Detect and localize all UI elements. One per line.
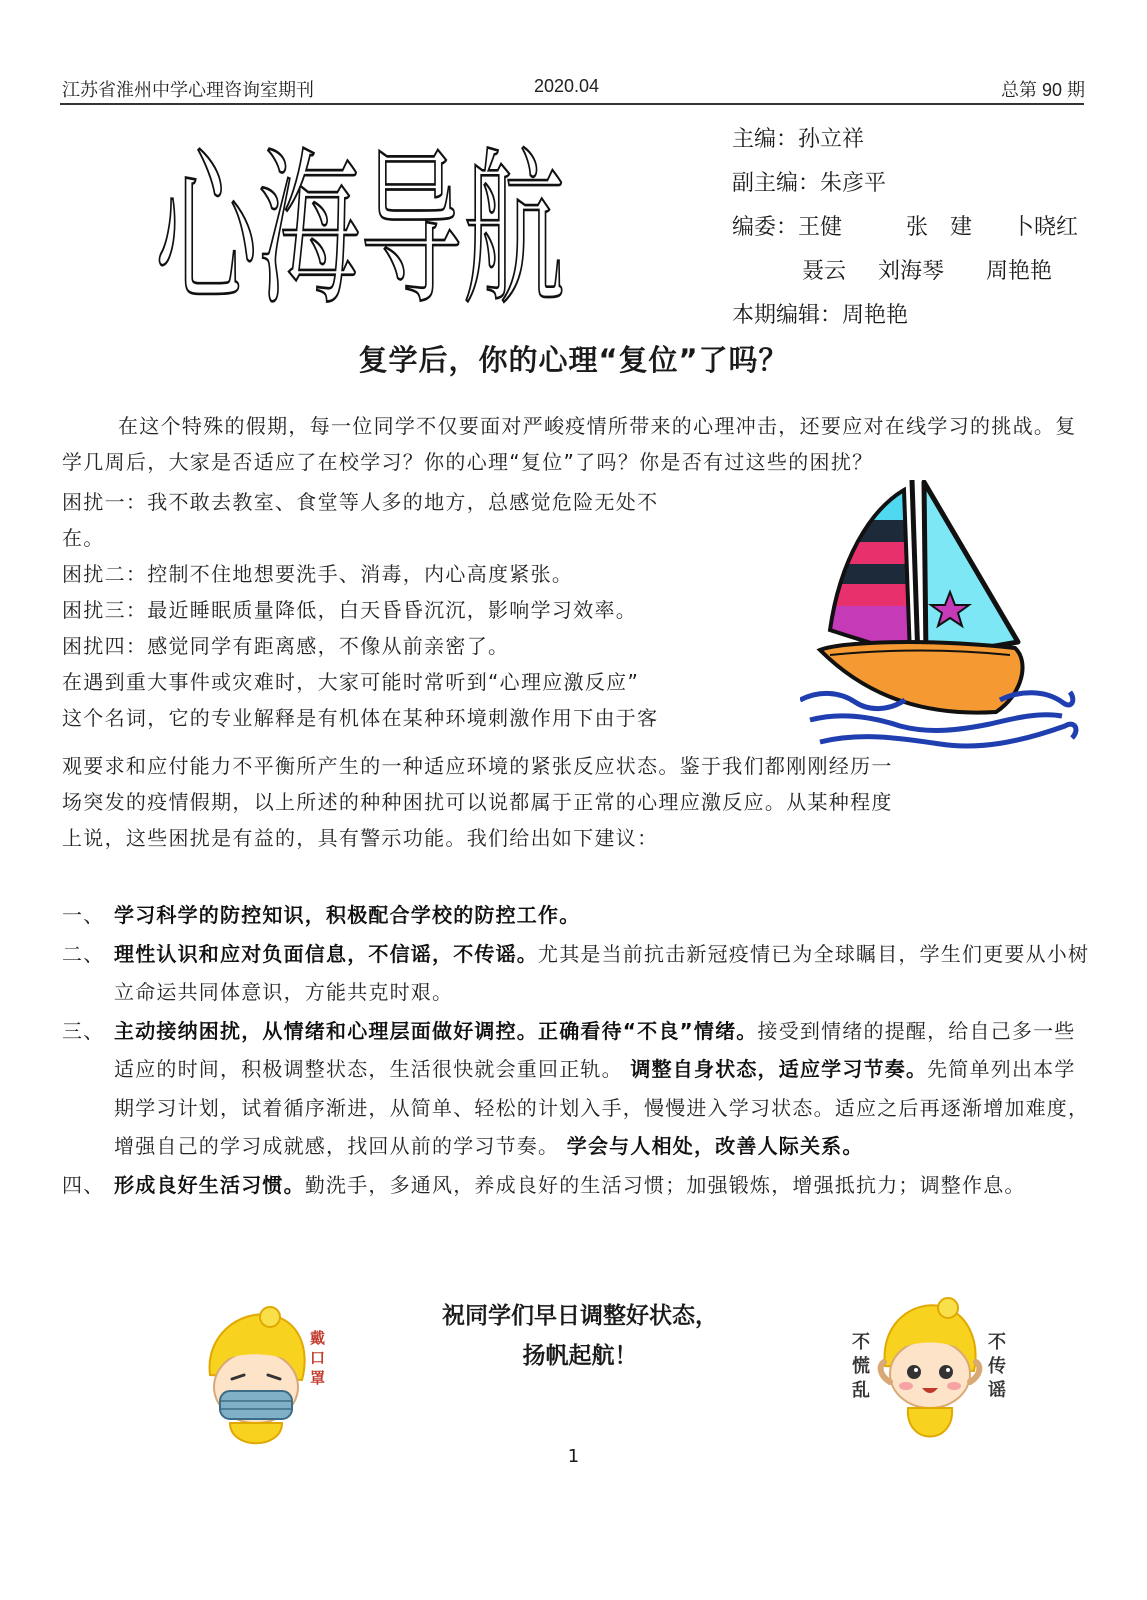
sticker-text: 乱 — [852, 1380, 870, 1401]
deputy-editor-row — [732, 162, 1078, 206]
trouble-line: 困扰三：最近睡眠质量降低，白天昏昏沉沉，影响学习效率。 — [62, 598, 638, 622]
sticker-text: 谣 — [988, 1380, 1006, 1401]
suggestion-text: 先简单列出本学期学习计划，试着循序渐进，从简单、轻松的计划入手，慢慢进入学习状态。适应之后再逐渐增加难度，增强自己的学习成就感，找回从前的学习节奏。 — [114, 1057, 1090, 1158]
issue-editor-row — [732, 294, 1078, 338]
header-divider — [60, 103, 1084, 105]
suggestion-item — [62, 935, 1092, 1012]
suggestions-list — [62, 896, 1092, 1204]
sticker-text: 不 — [988, 1332, 1006, 1353]
intro-paragraph: 在这个特殊的假期，每一位同学不仅要面对严峻疫情所带来的心理冲击，还要应对在线学习的挑战。复学几周后，大家是否适应了在校学习？你的心理“复位”了吗？你是否有过这些的困扰？ — [62, 414, 1077, 474]
suggestion-item — [62, 1012, 1092, 1166]
chief-editor-label: 主编： — [732, 127, 799, 152]
suggestion-number: 一、 — [62, 903, 105, 927]
editorial-board — [732, 118, 1078, 338]
masthead-title-text: 心海导航 — [154, 132, 565, 318]
issue-editor-label: 本期编辑： — [732, 303, 843, 328]
suggestion-bold: 学会与人相处，改善人际关系。 — [566, 1134, 864, 1158]
issue-number: 总第 90 期 — [1000, 80, 1085, 100]
suggestion-text: 勤洗手，多通风，养成良好的生活习惯；加强锻炼，增强抵抗力；调整作息。 — [304, 1172, 1026, 1197]
board-member: 卜晓红 — [1012, 215, 1079, 240]
header — [62, 74, 1085, 104]
board-row-2 — [732, 250, 1078, 294]
page-number: 1 — [567, 1446, 580, 1467]
sticker-text: 慌 — [852, 1356, 870, 1377]
chief-editor-row — [732, 118, 1078, 162]
suggestion-bold: 调整自身状态，适应学习节奏。 — [630, 1057, 928, 1081]
suggestion-number: 二、 — [62, 941, 105, 966]
suggestion-bold: 学习科学的防控知识，积极配合学校的防控工作。 — [114, 903, 581, 927]
suggestion-bold: 形成良好生活习惯。 — [114, 1172, 305, 1197]
board-member: 王健 — [798, 215, 843, 240]
troubles-block — [62, 484, 782, 736]
wish-line: 祝同学们早日调整好状态， — [442, 1303, 718, 1329]
article-title: 复学后，你的心理“复位”了吗？ — [358, 343, 789, 377]
mask-kid-sticker — [190, 1305, 330, 1455]
suggestion-number: 四、 — [62, 1172, 105, 1197]
stress-line: 这个名词，它的专业解释是有机体在某种环境刺激作用下由于客 — [62, 706, 659, 730]
board-label: 编委： — [732, 215, 799, 240]
deputy-editor-label: 副主编： — [732, 171, 821, 196]
sticker-text: 口 — [310, 1349, 326, 1367]
trouble-line: 困扰二：控制不住地想要洗手、消毒，内心高度紧张。 — [62, 562, 574, 586]
suggestion-item — [62, 1166, 1092, 1205]
sticker-text: 不 — [852, 1332, 870, 1353]
issue-editor-name: 周艳艳 — [842, 303, 909, 328]
board-member: 张 建 — [906, 215, 973, 240]
publication-name: 江苏省淮州中学心理咨询室期刊 — [62, 80, 314, 100]
issue-date: 2020.04 — [534, 76, 600, 96]
suggestion-item — [62, 896, 1092, 935]
explanation-line: 观要求和应付能力不平衡所产生的一种适应环境的紧张反应状态。鉴于我们都刚刚经历一 — [62, 754, 893, 778]
explanation-line: 场突发的疫情假期，以上所述的种种困扰可以说都属于正常的心理应激反应。从某种程度 — [62, 790, 893, 814]
suggestion-bold: 理性认识和应对负面信息，不信谣，不传谣。 — [114, 941, 538, 966]
calm-kid-sticker — [850, 1296, 1010, 1456]
sticker-text: 罩 — [310, 1369, 326, 1387]
explanation-line: 上说，这些困扰是有益的，具有警示功能。我们给出如下建议： — [62, 826, 659, 850]
deputy-editor-name: 朱彦平 — [820, 171, 887, 196]
chief-editor-name: 孙立祥 — [798, 127, 865, 152]
suggestion-text: 接受到情绪的提醒，给自己多一些适应的时间，积极调整状态，生活很快就会重回正轨。 — [114, 1018, 1076, 1081]
trouble-line: 在。 — [62, 526, 105, 550]
trouble-line: 困扰一：我不敢去教室、食堂等人多的地方，总感觉危险无处不 — [62, 490, 659, 514]
masthead-title — [150, 118, 570, 318]
sailboat-illustration — [800, 480, 1080, 770]
board-member: 周艳艳 — [986, 259, 1053, 284]
sticker-text: 戴 — [310, 1329, 326, 1347]
suggestion-bold: 主动接纳困扰，从情绪和心理层面做好调控。正确看待“不良”情绪。 — [114, 1018, 758, 1043]
board-member: 聂云 — [802, 259, 847, 284]
stress-line: 在遇到重大事件或灾难时，大家可能时常听到“心理应激反应” — [62, 670, 640, 694]
board-member: 刘海琴 — [878, 259, 945, 284]
suggestion-text: 尤其是当前抗击新冠疫情已为全球瞩目，学生们更要从小树立命运共同体意识，方能共克时艰。 — [114, 941, 1090, 1004]
sticker-text: 传 — [988, 1356, 1006, 1377]
board-row-1 — [732, 206, 1078, 250]
wish-line: 扬帆起航！ — [522, 1343, 638, 1369]
trouble-line: 困扰四：感觉同学有距离感，不像从前亲密了。 — [62, 634, 510, 658]
suggestion-number: 三、 — [62, 1018, 105, 1043]
